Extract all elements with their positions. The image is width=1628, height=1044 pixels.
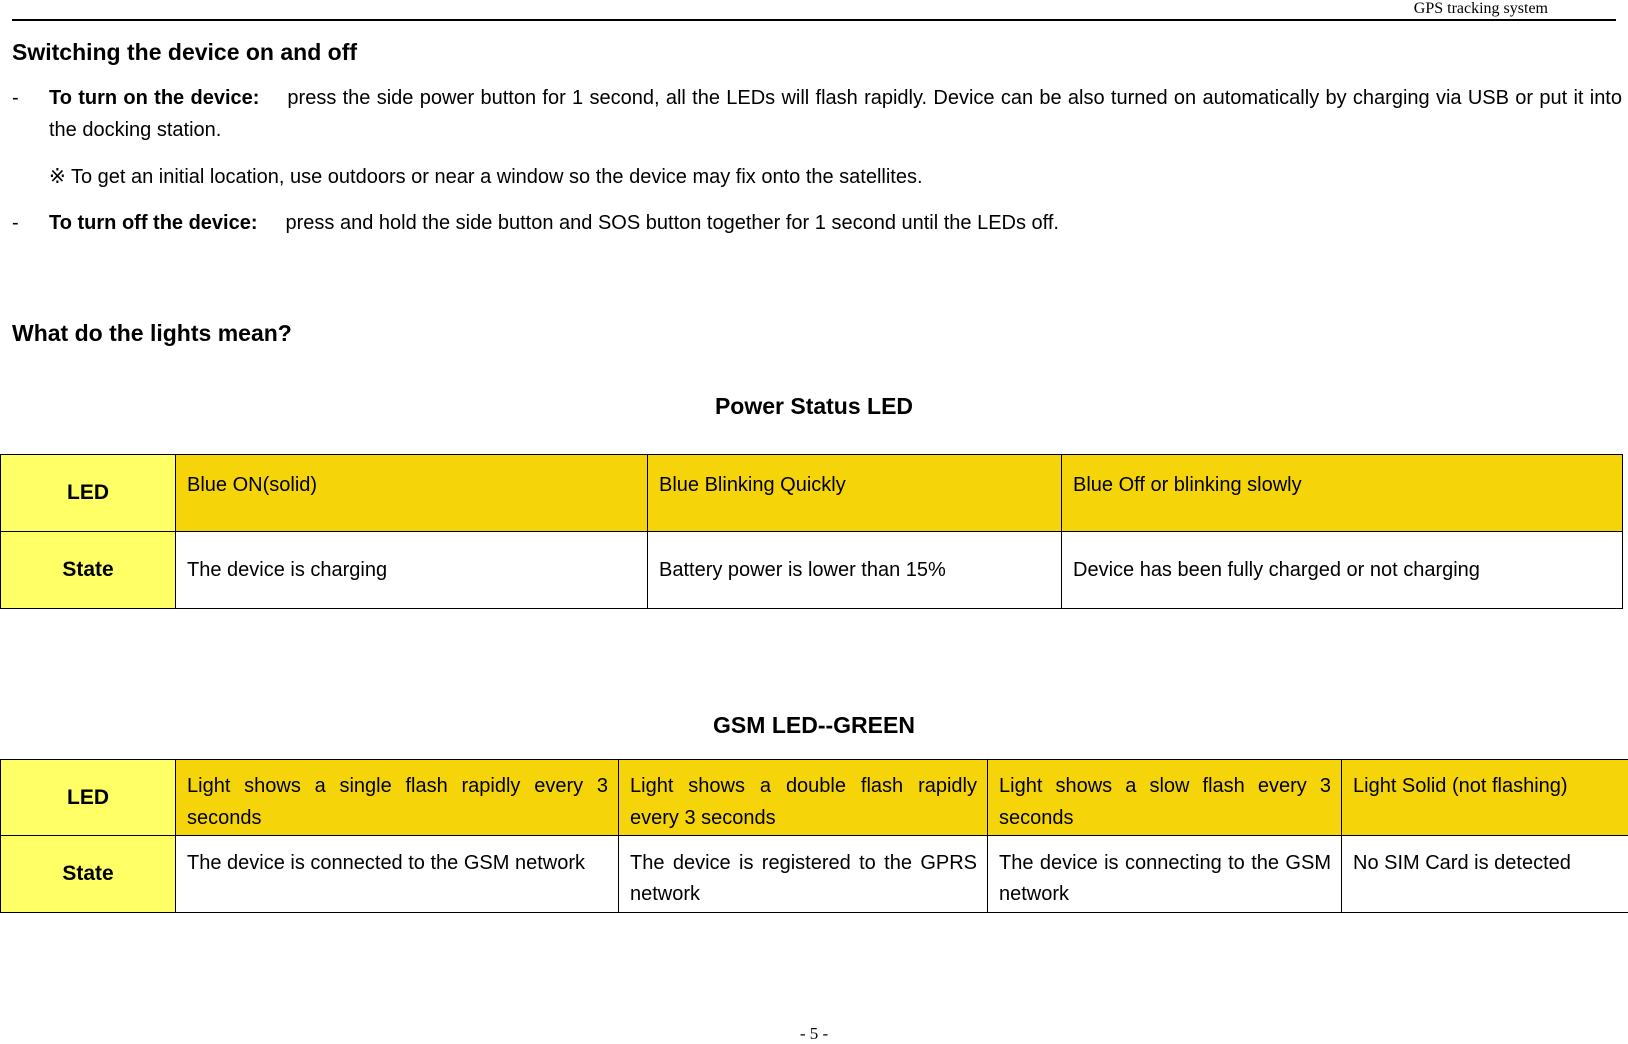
state-cell: The device is connected to the GSM network (176, 836, 619, 913)
state-cell: Battery power is lower than 15% (648, 532, 1062, 609)
table-row (1, 836, 1628, 913)
row-header-state: State (1, 532, 176, 609)
bullet-content (49, 82, 1622, 146)
bullet-dash: - (12, 82, 19, 114)
bullet-dash: - (12, 207, 19, 239)
page-number: - 5 - (0, 1024, 1628, 1044)
section-heading-switching: Switching the device on and off (12, 37, 357, 67)
header-rule (12, 19, 1616, 21)
state-cell: The device is charging (176, 532, 648, 609)
table-row (1, 455, 1623, 532)
table-row (1, 532, 1623, 609)
initial-location-note: ※ To get an initial location, use outdoors or near a window so the device may fix onto the satellites. (49, 162, 923, 192)
state-cell: Device has been fully charged or not charging (1062, 532, 1623, 609)
state-cell: No SIM Card is detected (1342, 836, 1628, 913)
bullet-label-turn-off: To turn off the device: (49, 212, 258, 234)
bullet-text-turn-on: press the side power button for 1 second, all the LEDs will flash rapidly. Device can be also turned on automatically by charging via USB or put it into the docking station. (49, 87, 1622, 141)
section-heading-lights: What do the lights mean? (12, 318, 292, 348)
led-cell: Light shows a double flash rapidly every 3 seconds (619, 760, 988, 836)
bullet-label-turn-on: To turn on the device: (49, 87, 259, 109)
state-cell: The device is registered to the GPRS network (619, 836, 988, 913)
led-cell: Light shows a single flash rapidly every 3 seconds (176, 760, 619, 836)
bullet-turn-off (12, 207, 1622, 239)
power-status-table (0, 454, 1623, 609)
led-cell: Blue ON(solid) (176, 455, 648, 532)
state-cell: The device is connecting to the GSM network (988, 836, 1342, 913)
running-header: GPS tracking system (1414, 0, 1548, 18)
bullet-content (49, 207, 1622, 239)
gsm-table-title: GSM LED--GREEN (0, 710, 1628, 740)
gsm-led-table (0, 759, 1628, 913)
led-cell: Light shows a slow flash every 3 seconds (988, 760, 1342, 836)
led-cell: Blue Blinking Quickly (648, 455, 1062, 532)
table-row (1, 760, 1628, 836)
bullet-turn-on (12, 82, 1622, 146)
row-header-state: State (1, 836, 176, 913)
led-cell: Light Solid (not flashing) (1342, 760, 1628, 836)
power-table-title: Power Status LED (0, 391, 1628, 421)
bullet-text-turn-off: press and hold the side button and SOS button together for 1 second until the LEDs off. (286, 212, 1059, 234)
row-header-led: LED (1, 455, 176, 532)
row-header-led: LED (1, 760, 176, 836)
led-cell: Blue Off or blinking slowly (1062, 455, 1623, 532)
